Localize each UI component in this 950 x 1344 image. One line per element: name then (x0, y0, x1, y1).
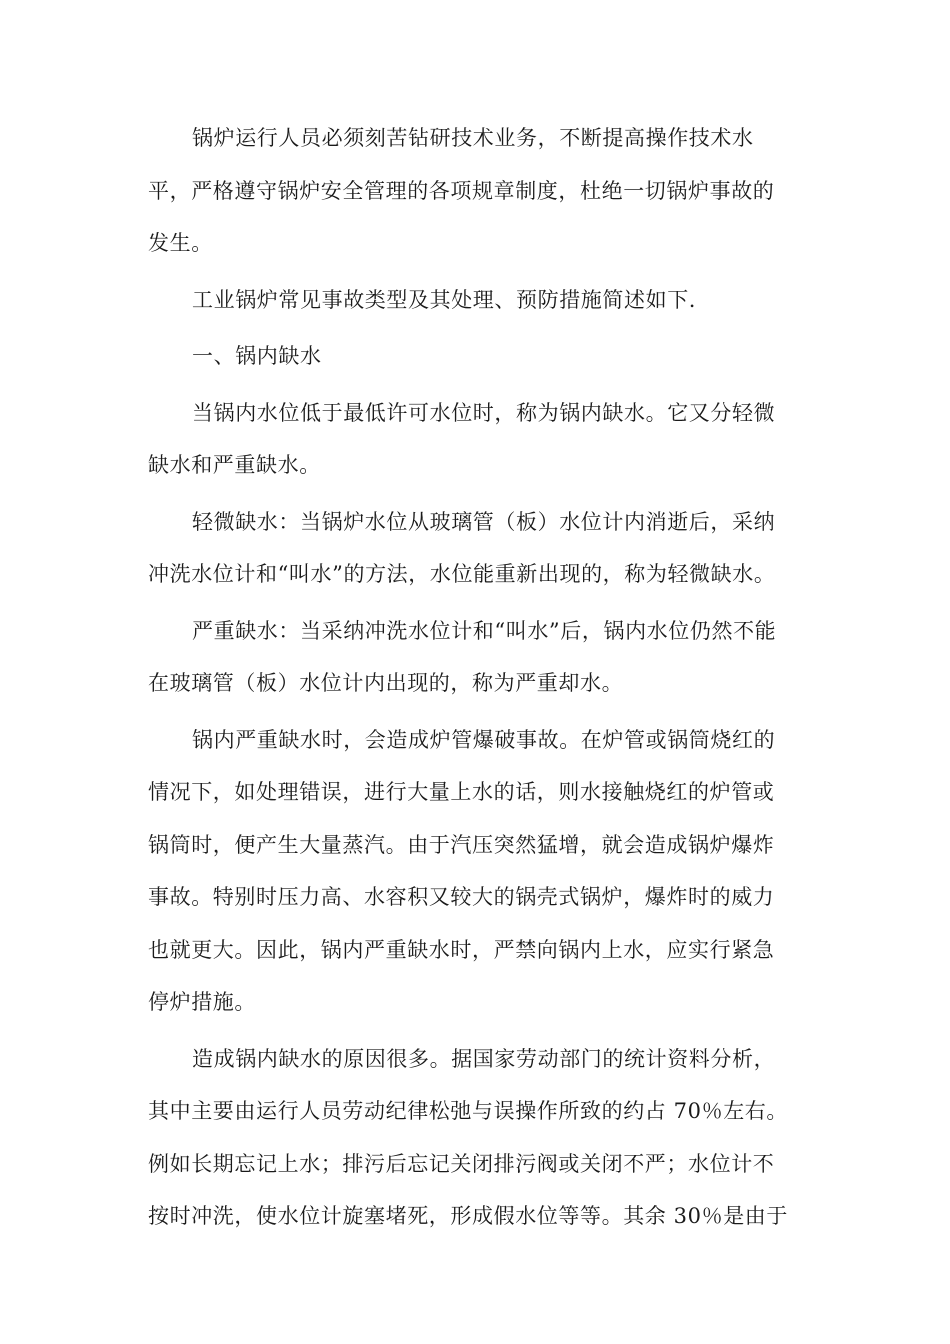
paragraph-definition (148, 387, 798, 492)
text-line: 当锅内水位低于最低许可水位时，称为锅内缺水。它又分轻微 (192, 400, 776, 425)
text-line: 平，严格遵守锅炉安全管理的各项规章制度，杜绝一切锅炉事故的 (148, 178, 775, 203)
paragraph-intro (148, 112, 798, 270)
text-line: 事故。特别时压力高、水容积又较大的锅壳式锅炉，爆炸时的威力 (148, 885, 775, 909)
paragraph-mild-shortage (148, 496, 798, 601)
paragraph-causes (148, 1033, 798, 1243)
text-line: 冲洗水位计和“叫水”的方法，水位能重新出现的，称为轻微缺水。 (148, 562, 776, 586)
text-line: 在玻璃管（板）水位计内出现的，称为严重却水。 (148, 671, 624, 695)
paragraph-consequences (148, 714, 798, 1029)
heading-text: 一、锅内缺水 (192, 344, 322, 368)
text-line: 缺水和严重缺水。 (148, 453, 321, 477)
document-body (148, 112, 798, 1247)
text-line: 其中主要由运行人员劳动纪律松弛与误操作所致的约占 70％左右。 (148, 1099, 788, 1123)
text-line: 按时冲洗，使水位计旋塞堵死，形成假水位等等。其余 30％是由于 (148, 1204, 788, 1228)
paragraph-severe-shortage (148, 605, 798, 710)
text-line: 锅筒时，便产生大量蒸汽。由于汽压突然猛增，就会造成锅炉爆炸 (148, 832, 775, 857)
text-line: 造成锅内缺水的原因很多。据国家劳动部门的统计资料分析， (192, 1046, 776, 1071)
text-line: 严重缺水：当采纳冲洗水位计和“叫水”后，锅内水位仍然不能 (192, 618, 777, 643)
text-line: 也就更大。因此，锅内严重缺水时，严禁向锅内上水，应实行紧急 (148, 937, 775, 962)
text-line: 锅内严重缺水时，会造成炉管爆破事故。在炉管或锅筒烧红的 (192, 727, 776, 752)
text-line: 工业锅炉常见事故类型及其处理、预防措施简述如下. (192, 287, 697, 312)
paragraph-overview (148, 274, 798, 327)
text-line: 轻微缺水：当锅炉水位从玻璃管（板）水位计内消逝后，采纳 (192, 509, 776, 534)
text-line: 例如长期忘记上水；排污后忘记关闭排污阀或关闭不严；水位计不 (148, 1151, 775, 1176)
section-heading (148, 330, 798, 383)
text-line: 情况下，如处理错误，进行大量上水的话，则水接触烧红的炉管或 (148, 780, 775, 804)
text-line: 锅炉运行人员必须刻苦钻研技术业务，不断提高操作技术水 (192, 126, 754, 150)
text-line: 停炉措施。 (148, 990, 256, 1014)
text-line: 发生。 (148, 231, 213, 255)
